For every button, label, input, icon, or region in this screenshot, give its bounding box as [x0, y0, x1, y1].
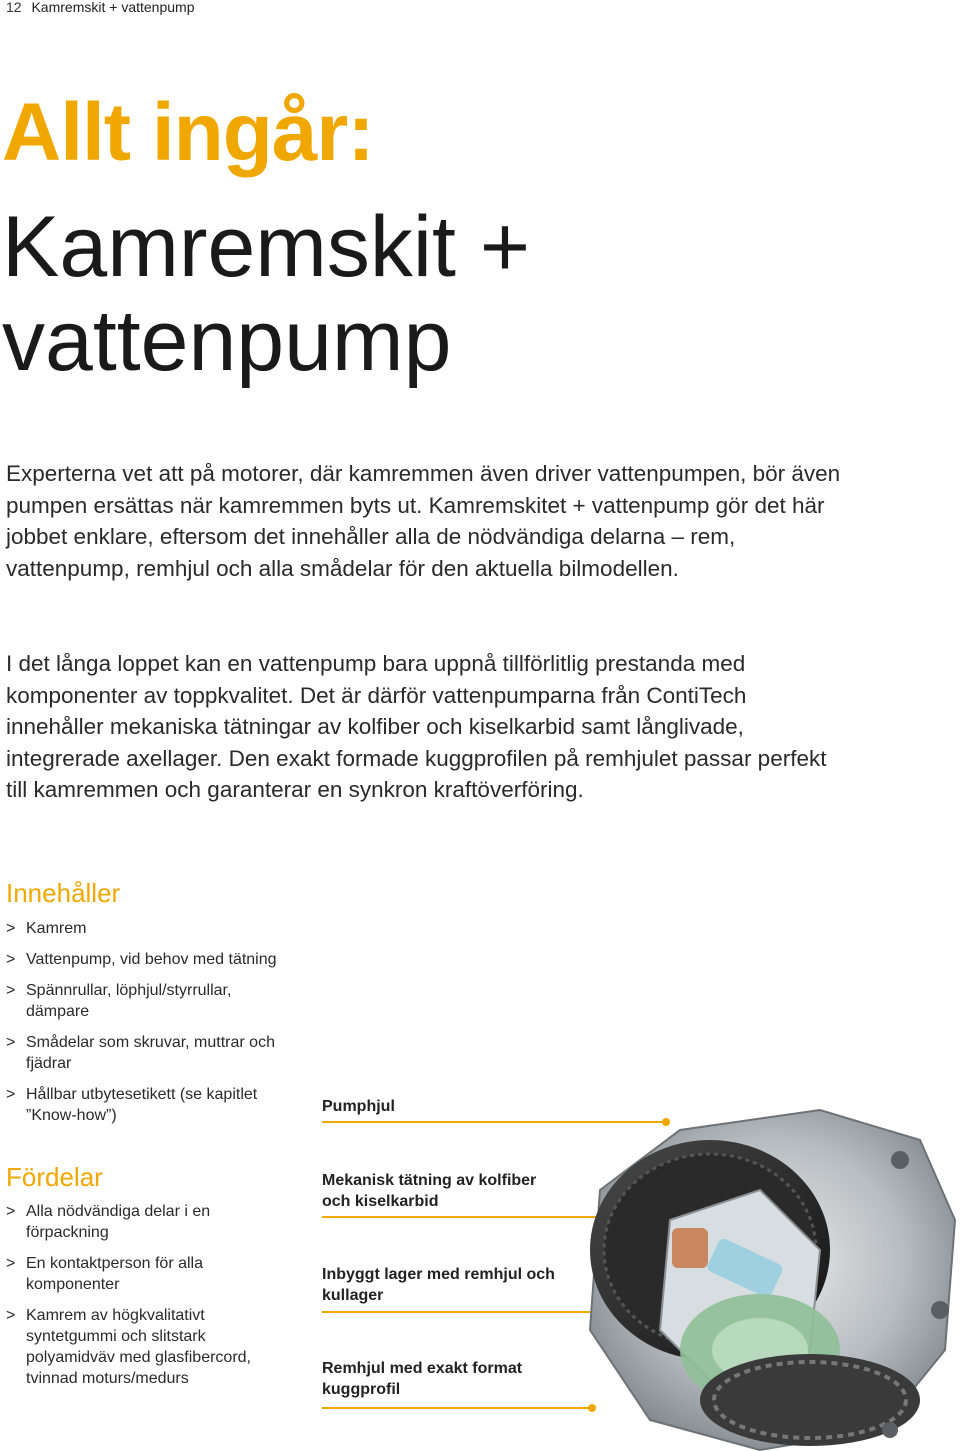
- arrow-icon: >: [6, 920, 16, 937]
- arrow-icon: >: [6, 1307, 16, 1324]
- arrow-icon: >: [6, 982, 16, 999]
- arrow-icon: >: [6, 1034, 16, 1051]
- contents-heading: Innehåller: [6, 878, 121, 908]
- callout-label-seal: Mekanisk tätning av kolfiber och kiselkarbid: [322, 1172, 537, 1210]
- callout-label-pulley: Remhjul med exakt format kuggprofil: [322, 1360, 523, 1398]
- list-item: > Spännrullar, löphjul/styrrullar, dämpare: [6, 982, 232, 1020]
- advantages-list: [6, 1201, 276, 1399]
- list-item: > Kamrem av högkvalitativt syntetgummi och slitstark polyamidväv med glasfibercord, tvinnad moturs/medurs: [6, 1307, 251, 1387]
- list-item: > Kamrem: [6, 920, 87, 937]
- arrow-icon: >: [6, 1086, 16, 1103]
- page-title-line2: vattenpump: [2, 293, 452, 389]
- page-title-line1: Kamremskit +: [2, 199, 531, 295]
- arrow-icon: >: [6, 951, 16, 968]
- arrow-icon: >: [6, 1203, 16, 1220]
- water-pump-image: [560, 1100, 960, 1451]
- callout-label-bearing: Inbyggt lager med remhjul och kullager: [322, 1266, 555, 1304]
- page-title-highlight: Allt ingår:: [2, 87, 374, 178]
- list-item: > Smådelar som skruvar, muttrar och fjädrar: [6, 1034, 275, 1072]
- page-title: [2, 200, 530, 388]
- intro-paragraph-1: Experterna vet att på motorer, där kamremmen även driver vattenpumpen, bör även pumpen ersättas när kamremmen byts ut. Kamremskitet + vattenpump gör det här jobbet enklare, eftersom det innehåller alla de nödvändiga delarna – rem, vattenpump, remhjul och alla smådelar för den aktuella bilmodellen.: [6, 461, 841, 581]
- intro-paragraph-2: I det långa loppet kan en vattenpump bara uppnå tillförlitlig prestanda med komponenter av toppkvalitet. Det är därför vattenpumparna från ContiTech innehåller mekaniska tätningar av kolfiber och kiselkarbid samt långlivade, integrerade axellager. Den exakt formade kuggprofilen på remhjulet passar perfekt till kamremmen och garanterar en synkron kraftöverföring.: [6, 651, 827, 803]
- contents-list: [6, 918, 296, 1136]
- callout-line-pulley: [322, 1407, 592, 1409]
- page-number: 12: [6, 0, 22, 15]
- list-item: > En kontaktperson för alla komponenter: [6, 1255, 203, 1293]
- page-header: [6, 0, 194, 15]
- list-item: > Vattenpump, vid behov med tätning: [6, 951, 277, 968]
- section-name: Kamremskit + vattenpump: [31, 0, 195, 15]
- arrow-icon: >: [6, 1255, 16, 1272]
- list-item: > Hållbar utbytesetikett (se kapitlet ”Know-how”): [6, 1086, 258, 1124]
- advantages-heading: Fördelar: [6, 1162, 103, 1192]
- callout-label-pump-wheel: Pumphjul: [322, 1098, 395, 1115]
- list-item: > Alla nödvändiga delar i en förpackning: [6, 1203, 211, 1241]
